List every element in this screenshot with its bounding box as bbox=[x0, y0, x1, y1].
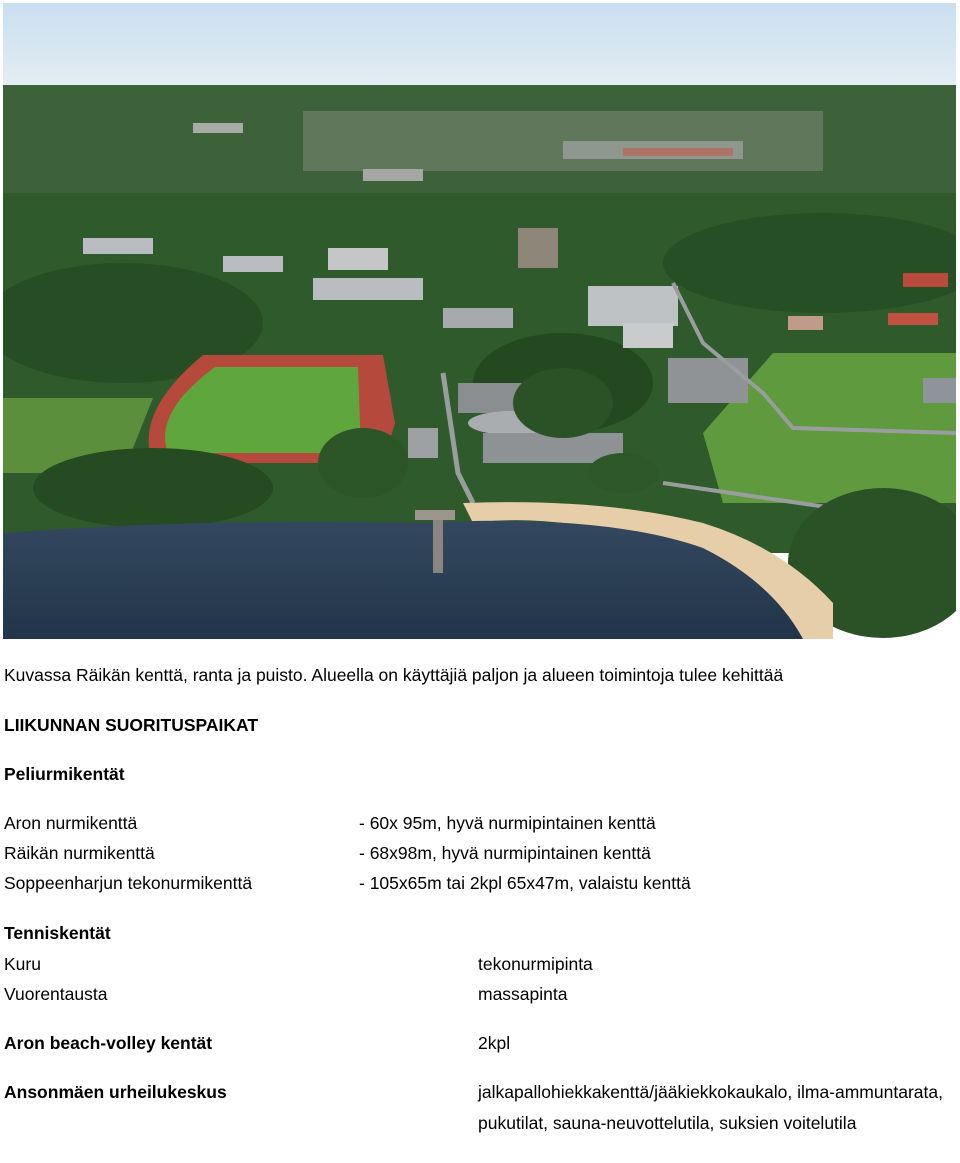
aerial-photo bbox=[3, 3, 956, 639]
tennis-court-surface: massapinta bbox=[478, 984, 568, 1004]
grass-field-name: Räikän nurmikenttä bbox=[4, 843, 155, 863]
grass-fields-heading: Peliurmikentät bbox=[4, 764, 125, 784]
tennis-heading: Tenniskentät bbox=[4, 923, 111, 943]
grass-field-name: Soppeenharjun tekonurmikenttä bbox=[4, 873, 253, 893]
beach-volley-count: 2kpl bbox=[478, 1033, 511, 1053]
section-title: LIIKUNNAN SUORITUSPAIKAT bbox=[4, 715, 259, 735]
grass-field-name: Aron nurmikenttä bbox=[4, 813, 138, 833]
photo-caption: Kuvassa Räikän kenttä, ranta ja puisto. Alueella on käyttäjiä paljon ja alueen toimintoja tulee kehittää bbox=[4, 665, 784, 685]
grass-field-desc: - 68x98m, hyvä nurmipintainen kenttä bbox=[359, 843, 651, 863]
grass-field-desc: - 105x65m tai 2kpl 65x47m, valaistu kenttä bbox=[359, 873, 691, 893]
aerial-photo-lake-sports-field-icon bbox=[3, 3, 956, 639]
tennis-court-name: Kuru bbox=[4, 954, 41, 974]
beach-volley-heading: Aron beach-volley kentät bbox=[4, 1033, 213, 1053]
sports-center-heading: Ansonmäen urheilukeskus bbox=[4, 1082, 227, 1102]
tennis-court-surface: tekonurmipinta bbox=[478, 954, 593, 974]
grass-field-desc: - 60x 95m, hyvä nurmipintainen kenttä bbox=[359, 813, 656, 833]
sports-center-desc: jalkapallohiekkakenttä/jääkiekkokaukalo, ilma-ammuntarata, pukutilat, sauna-neuvottelutila, suksien voitelutila bbox=[478, 1082, 943, 1133]
tennis-court-name: Vuorentausta bbox=[4, 984, 108, 1004]
